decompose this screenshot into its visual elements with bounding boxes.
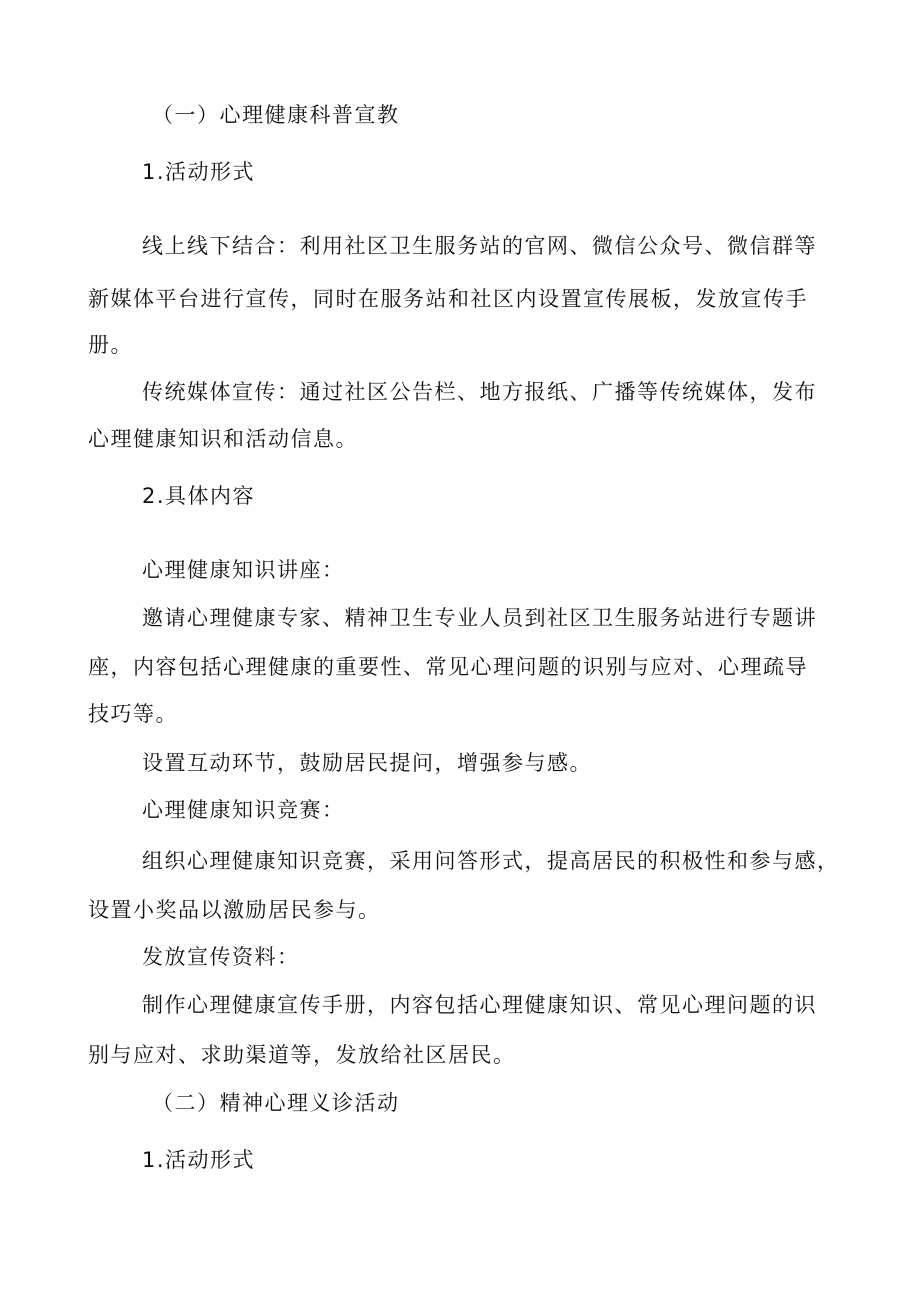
- materials-heading: 发放宣传资料：: [142, 945, 300, 969]
- paragraph-line: 传统媒体宣传：通过社区公告栏、地方报纸、广播等传统媒体，发布: [142, 380, 817, 404]
- paragraph-line: 新媒体平台进行宣传，同时在服务站和社区内设置宣传展板，发放宣传手: [88, 287, 808, 311]
- paragraph-line: 设置小奖品以激励居民参与。: [88, 898, 381, 922]
- lecture-heading: 心理健康知识讲座：: [142, 558, 345, 582]
- paragraph-line: 邀请心理健康专家、精神卫生专业人员到社区卫生服务站进行专题讲: [142, 606, 817, 630]
- paragraph-line: 座，内容包括心理健康的重要性、常见心理问题的识别与应对、心理疏导: [88, 655, 808, 679]
- paragraph-line: 组织心理健康知识竞赛，采用问答形式，提高居民的积极性和参与感，: [142, 849, 840, 873]
- paragraph-line: 心理健康知识和活动信息。: [88, 427, 358, 451]
- paragraph-line: 制作心理健康宣传手册，内容包括心理健康知识、常见心理问题的识: [142, 993, 817, 1017]
- section2-sub1-heading: 1.活动形式: [142, 1148, 256, 1172]
- contest-heading: 心理健康知识竞赛：: [142, 798, 345, 822]
- section1-heading: （一）心理健康科普宣教: [152, 103, 400, 127]
- paragraph-line: 别与应对、求助渠道等，发放给社区居民。: [88, 1043, 516, 1067]
- paragraph-line: 册。: [88, 333, 133, 357]
- section2-heading: （二）精神心理义诊活动: [152, 1091, 400, 1115]
- paragraph-line: 技巧等。: [88, 702, 178, 726]
- section1-sub1-heading: 1.活动形式: [142, 160, 256, 184]
- section1-sub2-heading: 2.具体内容: [142, 484, 256, 508]
- paragraph-line: 设置互动环节，鼓励居民提问，增强参与感。: [142, 751, 592, 775]
- paragraph-line: 线上线下结合：利用社区卫生服务站的官网、微信公众号、微信群等: [142, 234, 817, 258]
